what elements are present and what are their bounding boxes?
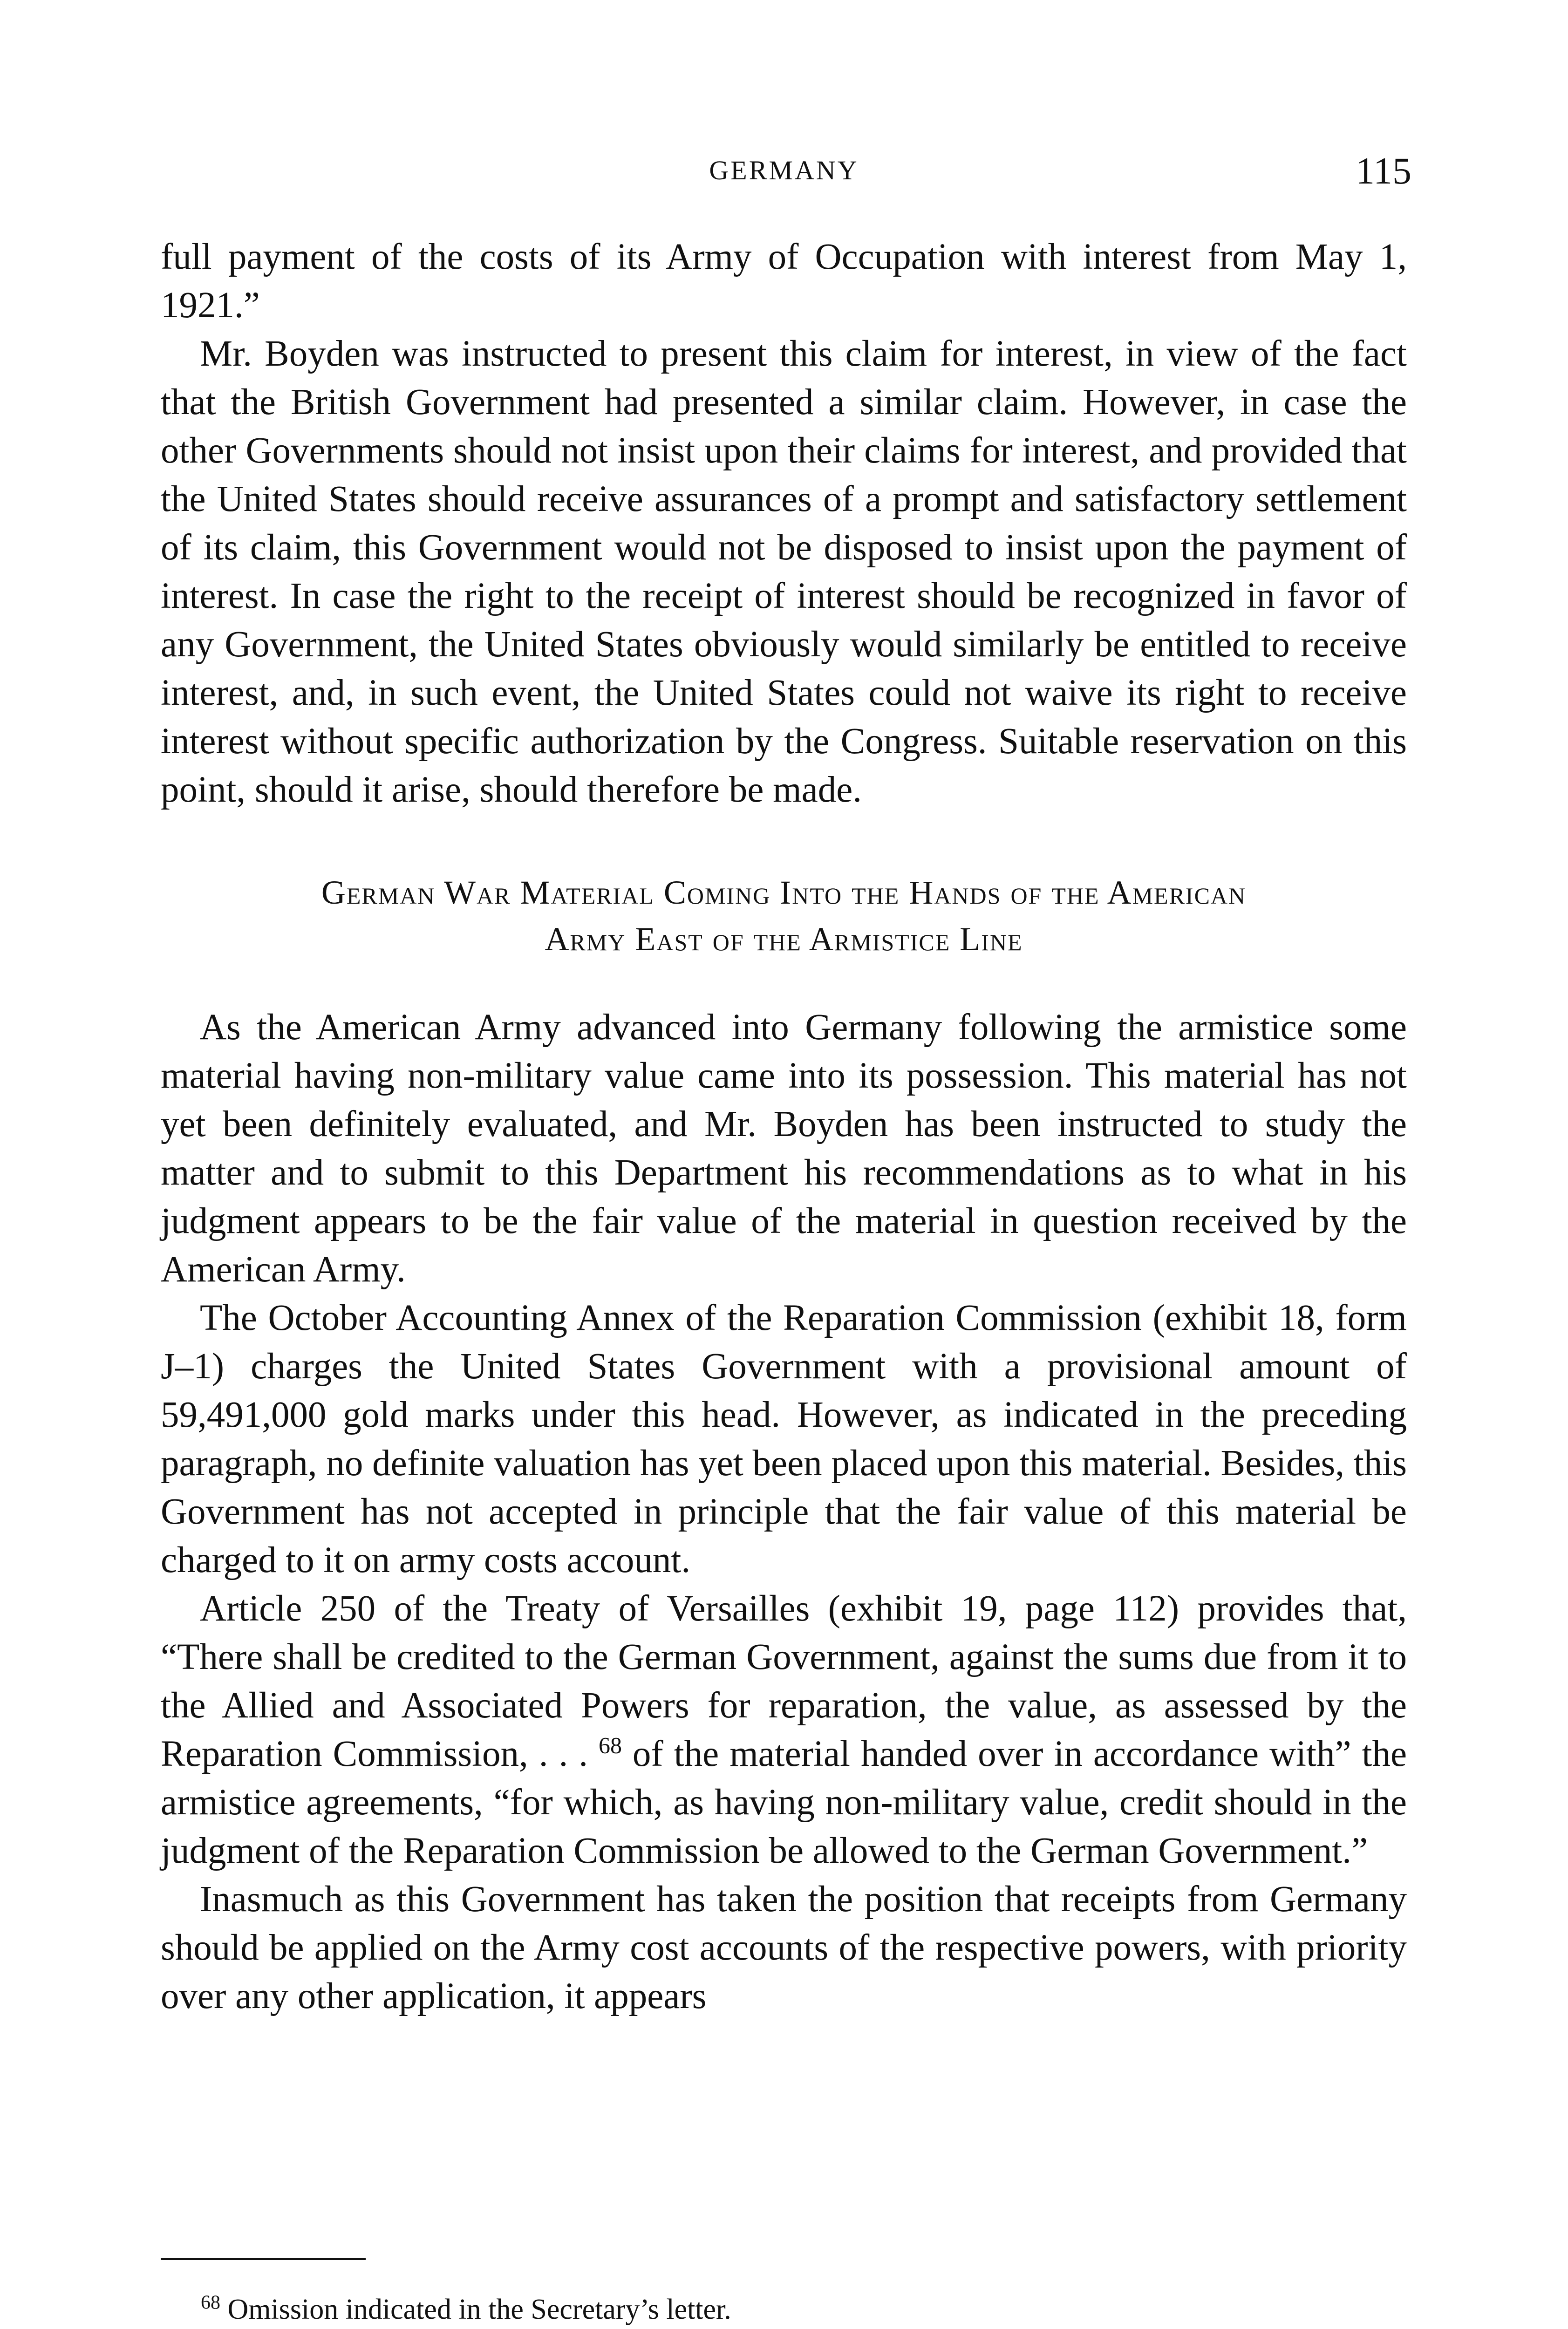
paragraph-receipts-priority: Inasmuch as this Government has taken the position that receipts from Germany should be applied on the Army cost accounts of the respective powers, with priority over any other application, it appears (161, 1879, 1407, 2016)
paragraph-continuation: full payment of the costs of its Army of Occupation with interest from May 1, 1921.” (161, 237, 1407, 326)
section-heading-line-2: Army East of the Armistice Line (545, 920, 1023, 958)
footnote-reference: 68 (598, 1732, 622, 1758)
section-heading (161, 869, 1407, 962)
page-number: 115 (1356, 150, 1411, 192)
paragraph-accounting-annex: The October Accounting Annex of the Reparation Commission (exhibit 18, form J–1) charges the United States Government with a provisional amount of 59,491,000 gold marks under this head. However, as indicated in the preceding paragraph, no definite valuation has yet been placed upon this material. Besides, this Government has not accepted in principle that the fair value of this material be charged to it on army costs account. (161, 1298, 1407, 1580)
footnote-mark: 68 (201, 2292, 220, 2314)
article-250-text-end: of the material handed over in accordance with” the armistice agreements, “for which, as having non-military value, credit should in the judgment of the Reparation Commission be allowed to the German Government.” (161, 1734, 1407, 1871)
footnote-divider (161, 2258, 366, 2260)
paragraph-material-possession: As the American Army advanced into Germany following the armistice some material having non-military value came into its possession. This material has not yet been definitely evaluated, and Mr. Boyden has been instructed to study the matter and to submit to this Department his recommendations as to what in his judgment appears to be the fair value of the material in question received by the American Army. (161, 1007, 1407, 1290)
footnote (201, 2291, 731, 2328)
paragraph-interest-claim: Mr. Boyden was instructed to present this claim for interest, in view of the fact that the British Government had presented a similar claim. However, in case the other Governments should not insist upon their claims for interest, and provided that the United States should receive assurances of a prompt and satisfactory settlement of its claim, this Government would not be disposed to insist upon the payment of interest. In case the right to the receipt of interest should be recognized in favor of any Government, the United States obviously would similarly be entitled to receive interest, and, in such event, the United States could not waive its right to receive interest without specific authorization by the Congress. Suitable reservation on this point, should it arise, should therefore be made. (161, 334, 1407, 810)
running-title: GERMANY (709, 155, 859, 185)
paragraph-article-250 (161, 1585, 1407, 1875)
footnote-text: Omission indicated in the Secretary’s letter. (227, 2294, 731, 2325)
body-text (161, 233, 1407, 2021)
running-head (0, 149, 1568, 191)
article-250-text-start: Article 250 of the Treaty of Versailles (exhibit 19, page 112) provides that, “There shall be credited to the German Government, against the sums due from it to the Allied and Associated Powers for reparation, the value, as assessed by the Reparation Commission, . . . (161, 1588, 1407, 1774)
section-heading-line-1: German War Material Coming Into the Hands of the American (321, 874, 1247, 911)
